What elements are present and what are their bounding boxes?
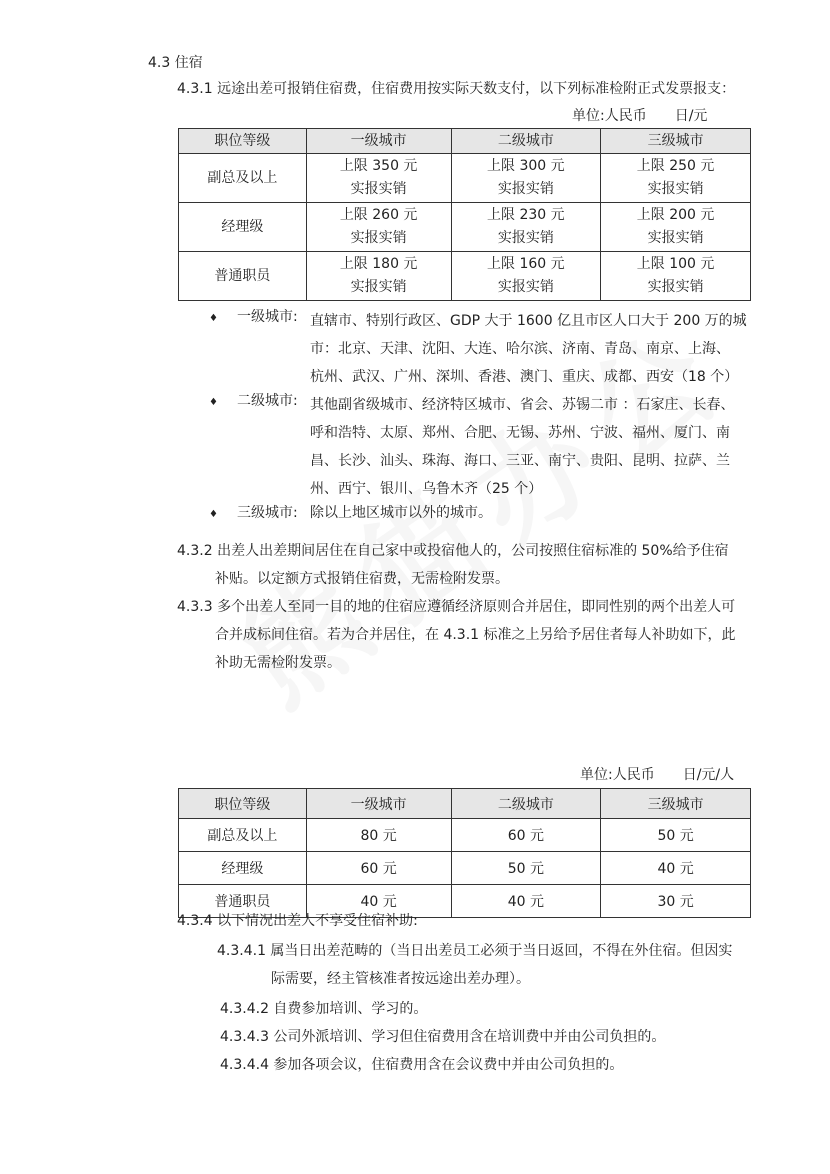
table-header-row <box>179 129 751 154</box>
cell: 60 元 <box>451 819 601 852</box>
section-4-3-4-3: 4.3.4.3 公司外派培训、学习但住宿费用含在培训费中并由公司负担的。 <box>220 1029 666 1045</box>
cell <box>451 252 601 301</box>
cell-note: 实报实销 <box>497 279 554 295</box>
cell-limit: 上限 250 元 <box>636 158 715 174</box>
cell-note: 实报实销 <box>647 279 704 295</box>
cell: 80 元 <box>306 819 451 852</box>
row-level: 经理级 <box>179 203 307 252</box>
cell-limit: 上限 260 元 <box>339 207 418 223</box>
cell <box>306 252 451 301</box>
row-level: 副总及以上 <box>179 154 307 203</box>
cell-note: 实报实销 <box>350 279 407 295</box>
cell-note: 实报实销 <box>647 230 704 246</box>
bullet-text-tier1 <box>310 307 747 391</box>
diamond-bullet-icon: ♦ <box>209 509 218 520</box>
unit-label-2: 单位:人民币 日/元/人 <box>580 767 735 783</box>
text-line: 呼和浩特、太原、郑州、合肥、无锡、苏州、宁波、福州、厦门、南 <box>310 425 730 441</box>
cell: 40 元 <box>451 885 601 918</box>
text-line: 其他副省级城市、经济特区城市、省会、苏锡二市 ：石家庄、长春、 <box>310 397 735 413</box>
col-header-tier3: 三级城市 <box>601 129 751 154</box>
shared-room-subsidy-table <box>178 788 751 918</box>
col-header-level: 职位等级 <box>179 789 307 819</box>
row-level: 普通职员 <box>179 252 307 301</box>
section-4-3-3-cont: 合并成标间住宿。若为合并居住，在 4.3.1 标准之上另给予居住者每人补助如下，此 <box>215 627 736 643</box>
cell-limit: 上限 350 元 <box>339 158 418 174</box>
unit-label-1: 单位:人民币 日/元 <box>572 108 708 124</box>
bullet-label-tier2: 二级城市: <box>237 393 298 409</box>
cell: 30 元 <box>601 885 751 918</box>
table-row <box>179 819 751 852</box>
bullet-label-tier3: 三级城市: <box>237 505 298 521</box>
section-4-3-3: 4.3.3 多个出差人至同一目的地的住宿应遵循经济原则合并居住，即同性别的两个出差人可 <box>177 599 736 615</box>
col-header-level: 职位等级 <box>179 129 307 154</box>
cell <box>601 203 751 252</box>
section-4-3-3-cont2: 补助无需检附发票。 <box>215 655 341 671</box>
text-line: 直辖市、特别行政区、GDP 大于 1600 亿且市区人口大于 200 万的城 <box>310 313 747 329</box>
text-line: 州、西宁、银川、乌鲁木齐（25 个） <box>310 481 543 497</box>
cell: 40 元 <box>601 852 751 885</box>
section-title: 4.3 住宿 <box>148 55 203 71</box>
cell: 60 元 <box>306 852 451 885</box>
cell <box>601 252 751 301</box>
cell: 50 元 <box>451 852 601 885</box>
cell: 50 元 <box>601 819 751 852</box>
row-level: 副总及以上 <box>179 819 307 852</box>
cell-limit: 上限 180 元 <box>339 256 418 272</box>
col-header-tier2: 二级城市 <box>451 789 601 819</box>
lodging-standard-table <box>178 128 751 301</box>
cell-note: 实报实销 <box>350 230 407 246</box>
section-4-3-4-1-cont: 际需要，经主管核准者按远途出差办理）。 <box>271 971 530 987</box>
col-header-tier3: 三级城市 <box>601 789 751 819</box>
table-row <box>179 154 751 203</box>
cell <box>451 154 601 203</box>
diamond-bullet-icon: ♦ <box>209 397 218 408</box>
row-level: 经理级 <box>179 852 307 885</box>
bullet-text-tier3: 除以上地区城市以外的城市。 <box>310 505 492 521</box>
cell-limit: 上限 300 元 <box>487 158 565 174</box>
table-header-row <box>179 789 751 819</box>
section-4-3-2: 4.3.2 出差人出差期间居住在自己家中或投宿他人的，公司按照住宿标准的 50%给予住宿 <box>177 543 729 559</box>
bullet-text-tier2 <box>310 391 734 503</box>
section-4-3-2-cont: 补贴。以定额方式报销住宿费，无需检附发票。 <box>215 571 509 587</box>
bullet-label-tier1: 一级城市: <box>237 309 298 325</box>
cell-limit: 上限 160 元 <box>487 256 565 272</box>
cell-note: 实报实销 <box>647 181 704 197</box>
table-row <box>179 252 751 301</box>
text-line: 市：北京、天津、沈阳、大连、哈尔滨、济南、青岛、南京、上海、 <box>310 341 730 357</box>
cell-note: 实报实销 <box>350 181 407 197</box>
cell <box>306 154 451 203</box>
row-level: 普通职员 <box>179 885 307 918</box>
cell-note: 实报实销 <box>497 230 554 246</box>
section-4-3-4-2: 4.3.4.2 自费参加培训、学习的。 <box>220 1001 428 1017</box>
col-header-tier2: 二级城市 <box>451 129 601 154</box>
cell <box>601 154 751 203</box>
section-4-3-4-4: 4.3.4.4 参加各项会议，住宿费用含在会议费中并由公司负担的。 <box>220 1057 624 1073</box>
cell: 40 元 <box>306 885 451 918</box>
cell-note: 实报实销 <box>497 181 554 197</box>
text-line: 昌、长沙、汕头、珠海、海口、三亚、南宁、贵阳、昆明、拉萨、兰 <box>310 453 730 469</box>
table-row <box>179 203 751 252</box>
cell-limit: 上限 200 元 <box>636 207 715 223</box>
cell-limit: 上限 100 元 <box>636 256 715 272</box>
col-header-tier1: 一级城市 <box>306 789 451 819</box>
col-header-tier1: 一级城市 <box>306 129 451 154</box>
cell <box>306 203 451 252</box>
text-line: 杭州、武汉、广州、深圳、香港、澳门、重庆、成都、西安（18 个） <box>310 369 739 385</box>
diamond-bullet-icon: ♦ <box>209 313 218 324</box>
cell <box>451 203 601 252</box>
section-4-3-1: 4.3.1 远途出差可报销住宿费，住宿费用按实际天数支付，以下列标准检附正式发票报支： <box>177 81 736 97</box>
cell-limit: 上限 230 元 <box>487 207 565 223</box>
section-4-3-4: 4.3.4 以下情况出差人不享受住宿补助: <box>177 913 418 929</box>
table-row <box>179 852 751 885</box>
section-4-3-4-1: 4.3.4.1 属当日出差范畴的（当日出差员工必须于当日返回，不得在外住宿。但因实 <box>217 943 733 959</box>
